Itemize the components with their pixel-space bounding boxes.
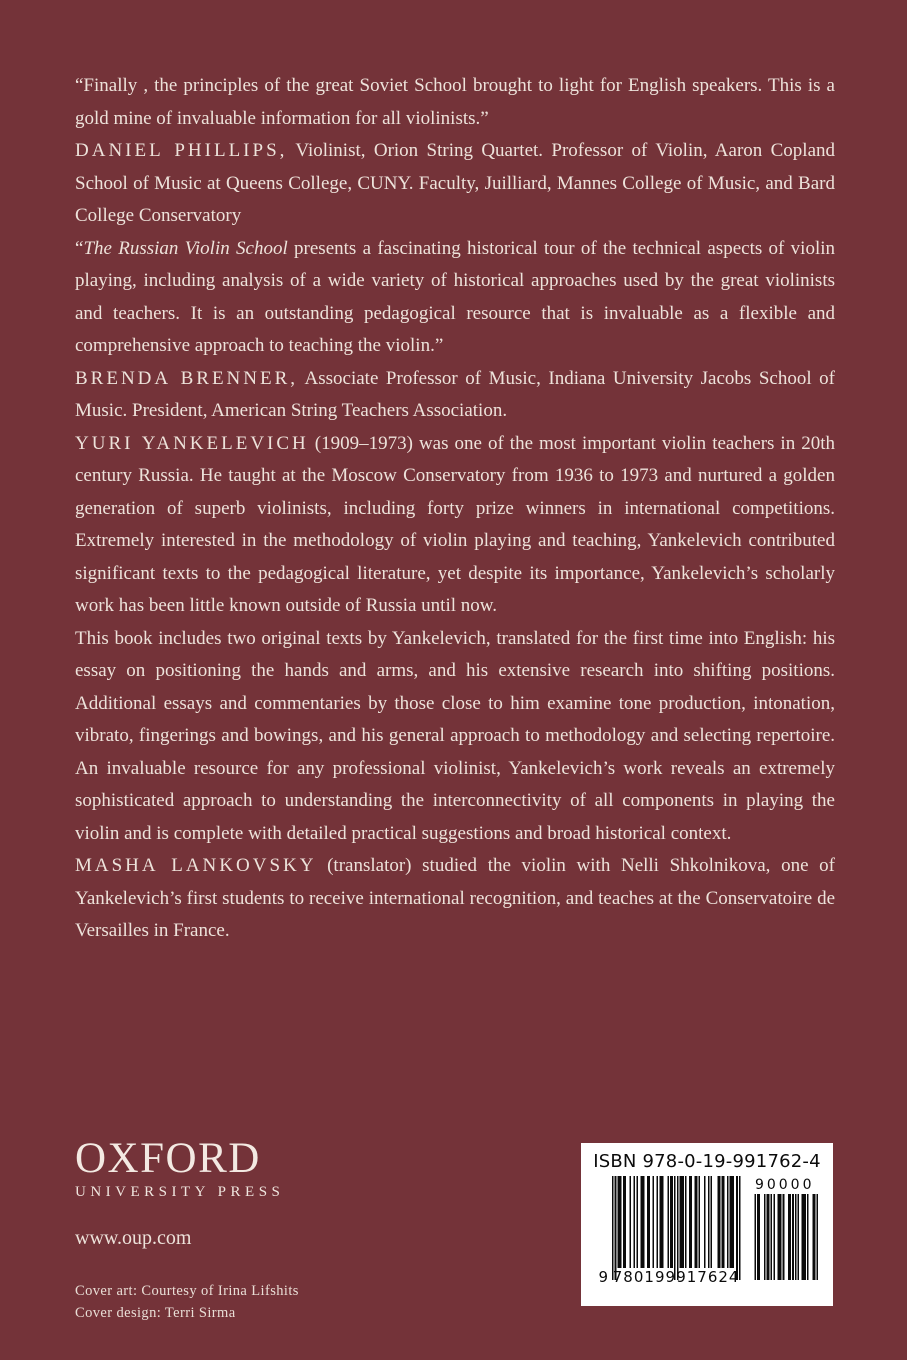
author-name: YURI YANKELEVICH	[75, 432, 309, 454]
svg-text:90000: 90000	[754, 1177, 815, 1193]
cover-credits	[75, 1281, 299, 1324]
barcode-row	[596, 1176, 818, 1298]
cover-art-credit: Cover art: Courtesy of Irina Lifshits	[75, 1283, 299, 1299]
book-description-text: This book includes two original texts by Yankelevich, translated for the first time into English: his essay on positioning the hands and arms, and his extensive research into shifting positions. Additional essays and commentaries by those close to him examine tone production, intonation, vibrato, fingerings and bowings, and his general approach to methodology and selecting repertoire. An invaluable resource for any professional violinist, Yankelevich’s work reveals an extremely sophisticated approach to understanding the interconnectivity of all components in playing the violin and is complete with detailed practical suggestions and broad historical context.	[75, 627, 835, 844]
book-description-paragraph	[75, 623, 835, 851]
barcode-supplement	[752, 1176, 818, 1298]
svg-text:780199: 780199	[612, 1268, 677, 1286]
publisher-logo-wordmark: OXFORD	[75, 1135, 261, 1182]
barcode-panel	[581, 1143, 833, 1306]
cover-design-credit: Cover design: Terri Sirma	[75, 1304, 236, 1321]
svg-text:917624: 917624	[676, 1268, 740, 1286]
endorsement-attribution-1	[75, 135, 835, 233]
translator-bio-text: (translator) studied the violin with Nelli Shkolnikova, one of Yankelevich’s first students to receive international recognition, and teaches at the Conservatoire de Versailles in France.	[75, 855, 835, 941]
book-title-italic: The Russian Violin School	[83, 237, 288, 259]
publisher-logo-subline: UNIVERSITY PRESS	[75, 1184, 285, 1200]
endorsement-quote-2-text: presents a fascinating historical tour of the technical aspects of violin playing, including analysis of a wide variety of historical approaches used by the great violinists and teachers. It is an outstanding pedagogical resource that is invaluable as a flexible and comprehensive approach to teaching the violin.”	[75, 237, 835, 356]
publisher-website: www.oup.com	[75, 1227, 192, 1249]
endorsement-attribution-2	[75, 363, 835, 428]
endorser-title-2: Associate Professor of Music, Indiana University Jacobs School of Music. President, American String Teachers Association.	[75, 367, 835, 421]
endorser-name-1: DANIEL PHILLIPS,	[75, 140, 288, 161]
translator-name: MASHA LANKOVSKY	[75, 855, 317, 876]
endorser-title-1: Violinist, Orion String Quartet. Professor of Violin, Aaron Copland School of Music at Queens College, CUNY. Faculty, Juilliard, Mannes College of Music, and Bard College Conservatory	[75, 140, 835, 226]
open-quote-mark: “	[75, 237, 84, 259]
barcode-ean13	[596, 1176, 746, 1298]
isbn-label: ISBN 978-0-19-991762-4	[593, 1151, 821, 1172]
cover-text	[75, 70, 835, 948]
endorsement-quote-2	[75, 233, 835, 363]
endorsement-quote-1: “Finally , the principles of the great Soviet School brought to light for English speakers. This is a gold mine of invaluable information for all violinists.”	[75, 75, 835, 129]
translator-bio-paragraph	[75, 850, 835, 948]
svg-text:9: 9	[598, 1268, 608, 1286]
cover-footer	[75, 1135, 833, 1324]
publisher-block	[75, 1135, 299, 1324]
endorser-name-2: BRENDA BRENNER,	[75, 367, 299, 389]
author-bio-text: (1909–1973) was one of the most important violin teachers in 20th century Russia. He taught at the Moscow Conservatory from 1936 to 1973 and nurtured a golden generation of superb violinists, including forty prize winners in international competitions. Extremely interested in the methodology of violin playing and teaching, Yankelevich contributed significant texts to the pedagogical literature, yet despite its importance, Yankelevich’s scholarly work has been little known outside of Russia until now.	[75, 432, 835, 616]
author-bio-paragraph	[75, 428, 835, 623]
